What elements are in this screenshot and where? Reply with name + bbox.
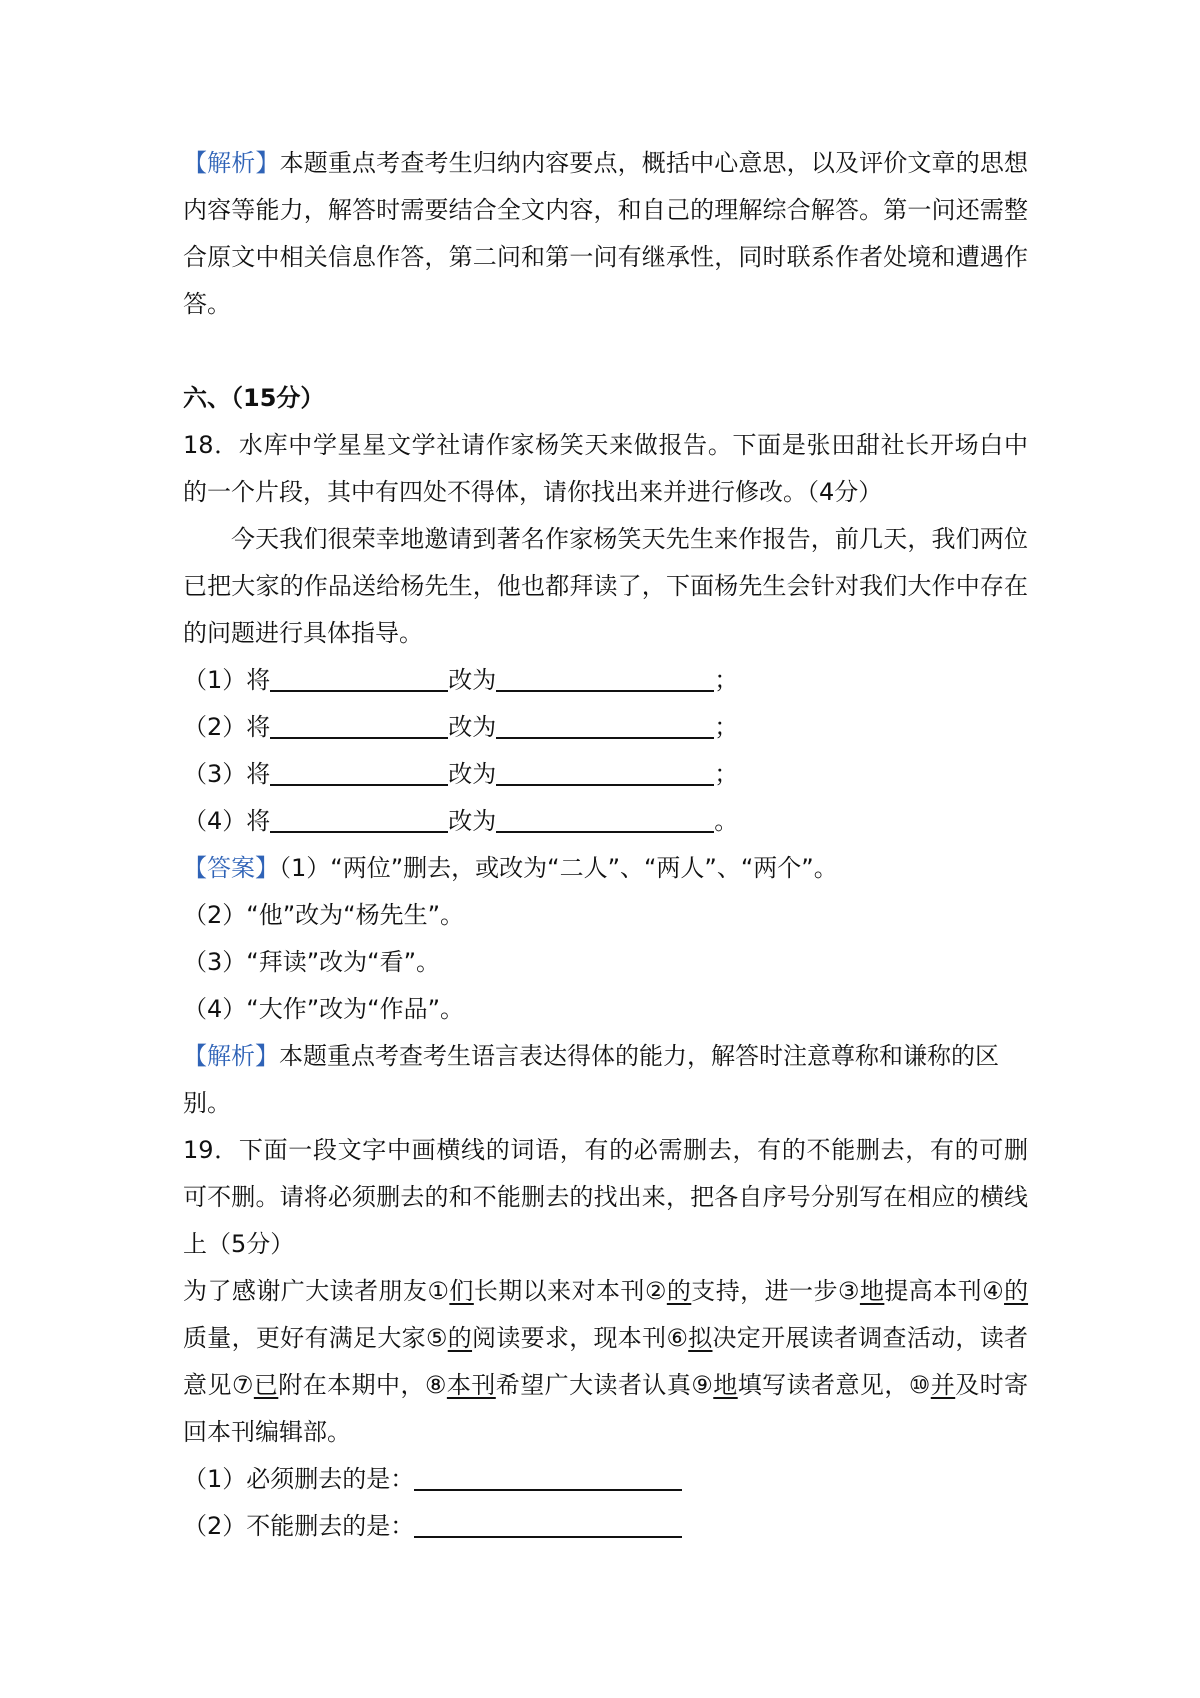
passage-segment: 支持，进一步③ <box>691 1277 860 1305</box>
answer-18-line-2: （2）“他”改为“杨先生”。 <box>183 901 465 929</box>
analysis-text: 本题重点考查考生归纳内容要点，概括中心意思，以及评价文章的思想内容等能力，解答时需要结合全文内容，和自己的理解综合解答。第一问还需整合原文中相关信息作答，第二问和第一问有继承性，同时联系作者处境和遭遇作答。 <box>183 149 1029 318</box>
blank-original[interactable] <box>270 801 448 833</box>
blank-original[interactable] <box>270 660 448 692</box>
answer-text: （1）“两位”删去，或改为“二人”、“两人”、“两个”。 <box>279 854 838 882</box>
item-label: （3）将 <box>183 760 271 788</box>
underlined-word: 们 <box>449 1277 474 1305</box>
passage-segment: 填写读者意见，⑩ <box>737 1371 931 1399</box>
spacer <box>183 328 1028 375</box>
underlined-word: 地 <box>713 1371 738 1399</box>
answer-tag: 【答案】 <box>183 854 279 882</box>
answer-line-4 <box>183 798 1028 845</box>
underlined-word: 本刊 <box>446 1371 496 1399</box>
answer-18-line-1 <box>183 845 1028 892</box>
underlined-word: 的 <box>666 1277 692 1305</box>
blank-revised[interactable] <box>496 754 714 786</box>
q19-answer-line-2 <box>183 1503 1028 1550</box>
answer-line-3 <box>183 751 1028 798</box>
passage-segment: 质量，更好有满足大家⑤ <box>183 1324 448 1352</box>
item-label: （2）将 <box>183 713 271 741</box>
section-heading: 六、（15分） <box>183 384 325 412</box>
answer-line-1 <box>183 657 1028 704</box>
document-page <box>183 140 1028 1550</box>
analysis-text: 本题重点考查考生语言表达得体的能力，解答时注意尊称和谦称的区别。 <box>183 1042 999 1117</box>
passage-segment: 希望广大读者认真⑨ <box>495 1371 714 1399</box>
question-18-items <box>183 657 1028 845</box>
blank-revised[interactable] <box>496 707 714 739</box>
item-mid: 改为 <box>448 666 497 694</box>
underlined-word: 拟 <box>688 1324 713 1352</box>
analysis-17 <box>183 140 1028 328</box>
item-end: ； <box>714 713 739 741</box>
q19-answer-line-1 <box>183 1456 1028 1503</box>
underlined-word: 地 <box>859 1277 885 1305</box>
blank-original[interactable] <box>270 754 448 786</box>
passage-segment: 决定开展读者调查活动，读者意见⑦ <box>183 1324 1029 1399</box>
passage-segment: 为了感谢广大读者朋友① <box>183 1277 450 1305</box>
blank-original[interactable] <box>270 707 448 739</box>
analysis-18 <box>183 1033 1028 1127</box>
item-end: ； <box>714 760 739 788</box>
question-19-passage <box>183 1268 1028 1456</box>
item-mid: 改为 <box>448 807 497 835</box>
analysis-tag: 【解析】 <box>183 1042 279 1070</box>
item-label: （1）将 <box>183 666 271 694</box>
passage-segment: 附在本期中，⑧ <box>278 1371 447 1399</box>
item-mid: 改为 <box>448 713 497 741</box>
item-label: （4）将 <box>183 807 271 835</box>
item-end: 。 <box>714 807 739 835</box>
passage-segment: 阅读要求，现本刊⑥ <box>472 1324 689 1352</box>
item-mid: 改为 <box>448 760 497 788</box>
answer-line-2 <box>183 704 1028 751</box>
answer-18-line-4: （4）“大作”改为“作品”。 <box>183 995 465 1023</box>
underlined-word: 已 <box>253 1371 279 1399</box>
item-label: （1）必须删去的是： <box>183 1465 415 1493</box>
answer-18-line-3: （3）“拜读”改为“看”。 <box>183 948 441 976</box>
passage-segment: 提高本刊④ <box>884 1277 1005 1305</box>
item-label: （2）不能删去的是： <box>183 1512 415 1540</box>
underlined-word: 的 <box>1004 1277 1029 1305</box>
analysis-tag: 【解析】 <box>183 149 280 177</box>
underlined-word: 并 <box>930 1371 956 1399</box>
blank-revised[interactable] <box>496 660 714 692</box>
blank-cannot-delete[interactable] <box>414 1506 682 1538</box>
blank-must-delete[interactable] <box>414 1459 682 1491</box>
underlined-word: 的 <box>447 1324 473 1352</box>
question-18-passage: 今天我们很荣幸地邀请到著名作家杨笑天先生来作报告，前几天，我们两位已把大家的作品送给杨先生，他也都拜读了，下面杨先生会针对我们大作中存在的问题进行具体指导。 <box>183 525 1028 647</box>
item-end: ； <box>714 666 739 694</box>
question-18-stem: 18．水库中学星星文学社请作家杨笑天来做报告。下面是张田甜社长开场白中的一个片段，其中有四处不得体，请你找出来并进行修改。（4分） <box>183 431 1028 506</box>
blank-revised[interactable] <box>496 801 714 833</box>
passage-segment: 长期以来对本刊② <box>473 1277 667 1305</box>
question-19-stem: 19．下面一段文字中画横线的词语，有的必需删去，有的不能删去，有的可删可不删。请将必须删去的和不能删去的找出来，把各自序号分别写在相应的横线上（5分） <box>183 1136 1028 1258</box>
passage-segment: 及时寄回本刊编辑部。 <box>183 1371 1029 1446</box>
